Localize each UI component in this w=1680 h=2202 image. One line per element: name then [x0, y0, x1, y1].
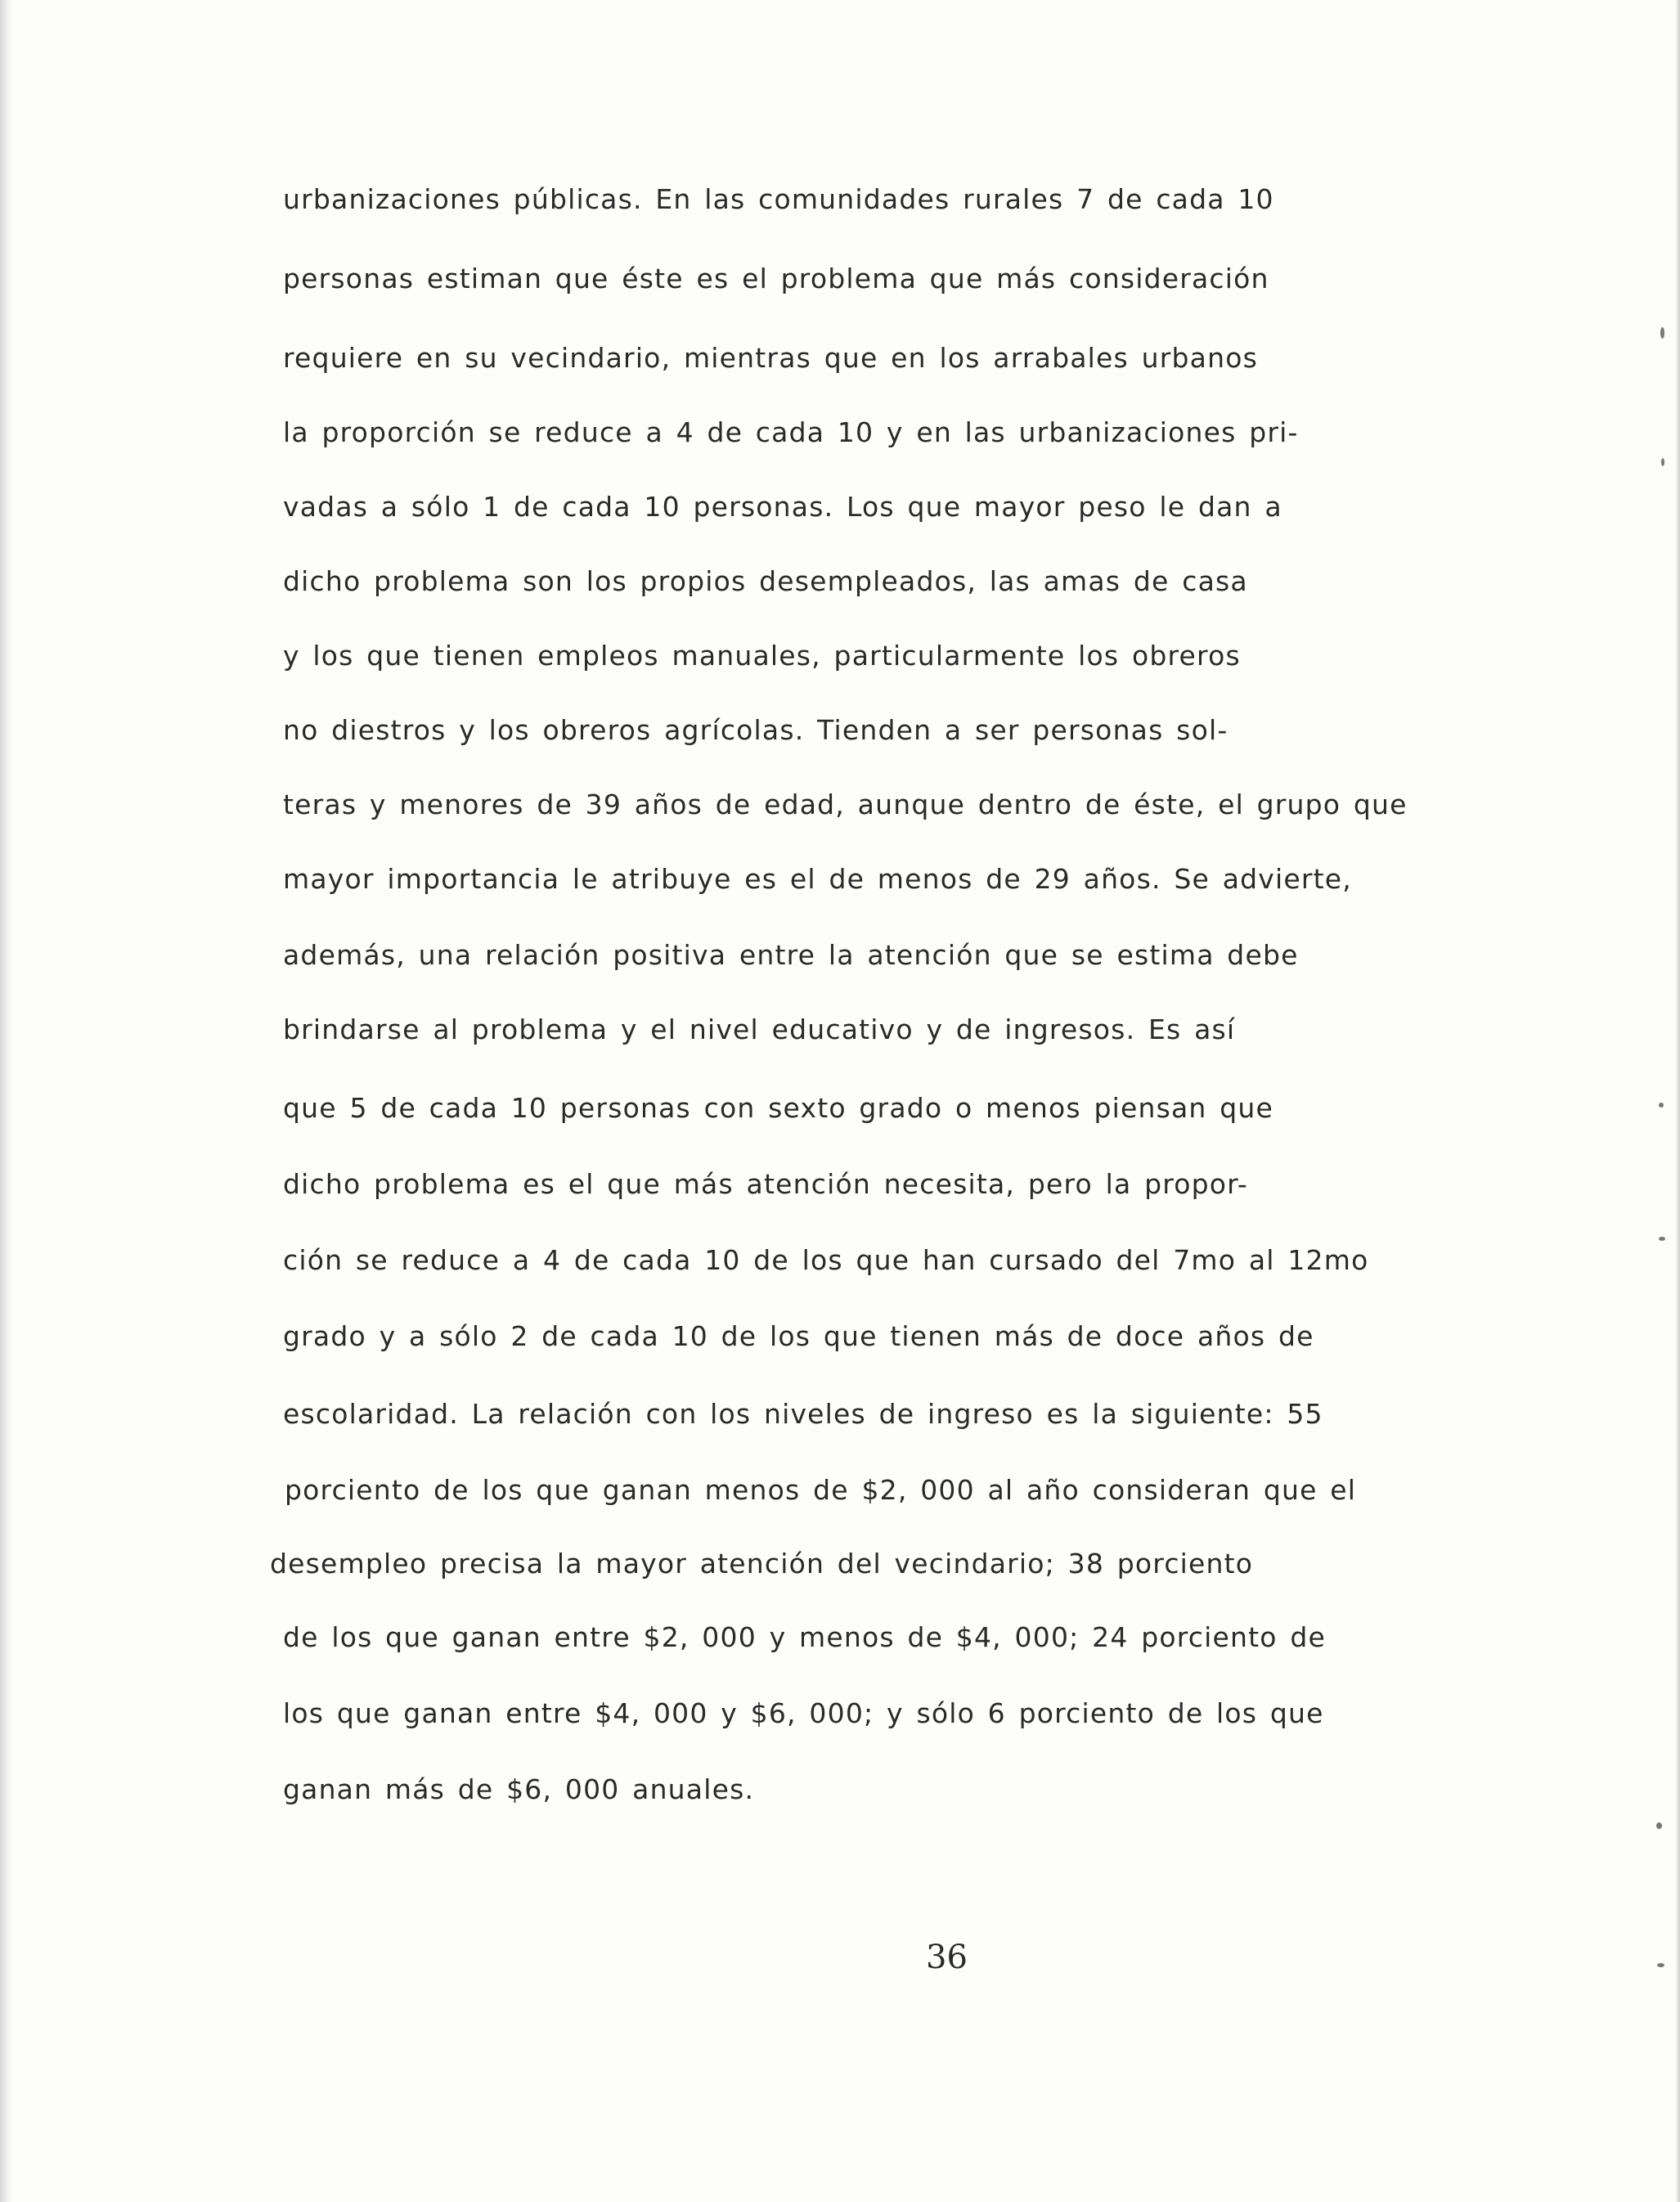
text-line: brindarse al problema y el nivel educativo y de ingresos. Es así [283, 1013, 1236, 1045]
scan-speck [1657, 1963, 1664, 1967]
text-line: requiere en su vecindario, mientras que en los arrabales urbanos [283, 342, 1258, 374]
text-line: no diestros y los obreros agrícolas. Tienden a ser personas sol- [283, 714, 1229, 746]
page-number: 36 [926, 1939, 968, 1976]
text-line: dicho problema son los propios desempleados, las amas de casa [283, 565, 1248, 597]
text-line: ganan más de $6, 000 anuales. [283, 1773, 755, 1805]
text-line: y los que tienen empleos manuales, particularmente los obreros [283, 640, 1241, 672]
scan-speck [1659, 1103, 1664, 1108]
text-line: vadas a sólo 1 de cada 10 personas. Los que mayor peso le dan a [283, 491, 1282, 523]
page-right-edge [1675, 0, 1680, 2202]
text-line: desempleo precisa la mayor atención del vecindario; 38 porciento [270, 1548, 1254, 1580]
text-line: teras y menores de 39 años de edad, aunque dentro de éste, el grupo que [283, 789, 1408, 820]
page-edge-shadow [0, 0, 13, 2202]
scan-speck [1656, 1822, 1662, 1829]
text-line: que 5 de cada 10 personas con sexto grado o menos piensan que [283, 1092, 1274, 1124]
text-line: escolaridad. La relación con los niveles de ingreso es la siguiente: 55 [283, 1398, 1323, 1430]
text-line: dicho problema es el que más atención necesita, pero la propor- [283, 1168, 1248, 1200]
text-line: ción se reduce a 4 de cada 10 de los que han cursado del 7mo al 12mo [283, 1244, 1369, 1276]
scan-speck [1660, 327, 1664, 339]
text-line: de los que ganan entre $2, 000 y menos de $4, 000; 24 porciento de [283, 1621, 1327, 1653]
text-line: además, una relación positiva entre la atención que se estima debe [283, 939, 1299, 971]
text-line: urbanizaciones públicas. En las comunidades rurales 7 de cada 10 [283, 183, 1274, 215]
text-line: los que ganan entre $4, 000 y $6, 000; y sólo 6 porciento de los que [283, 1697, 1324, 1729]
text-line: mayor importancia le atribuye es el de menos de 29 años. Se advierte, [283, 863, 1352, 895]
scan-speck [1661, 458, 1664, 466]
scan-speck [1659, 1237, 1665, 1241]
text-line: porciento de los que ganan menos de $2, 000 al año consideran que el [285, 1474, 1357, 1506]
text-line: la proporción se reduce a 4 de cada 10 y en las urbanizaciones pri- [283, 416, 1299, 448]
text-line: personas estiman que éste es el problema que más consideración [283, 263, 1269, 294]
text-line: grado y a sólo 2 de cada 10 de los que tienen más de doce años de [283, 1320, 1314, 1352]
